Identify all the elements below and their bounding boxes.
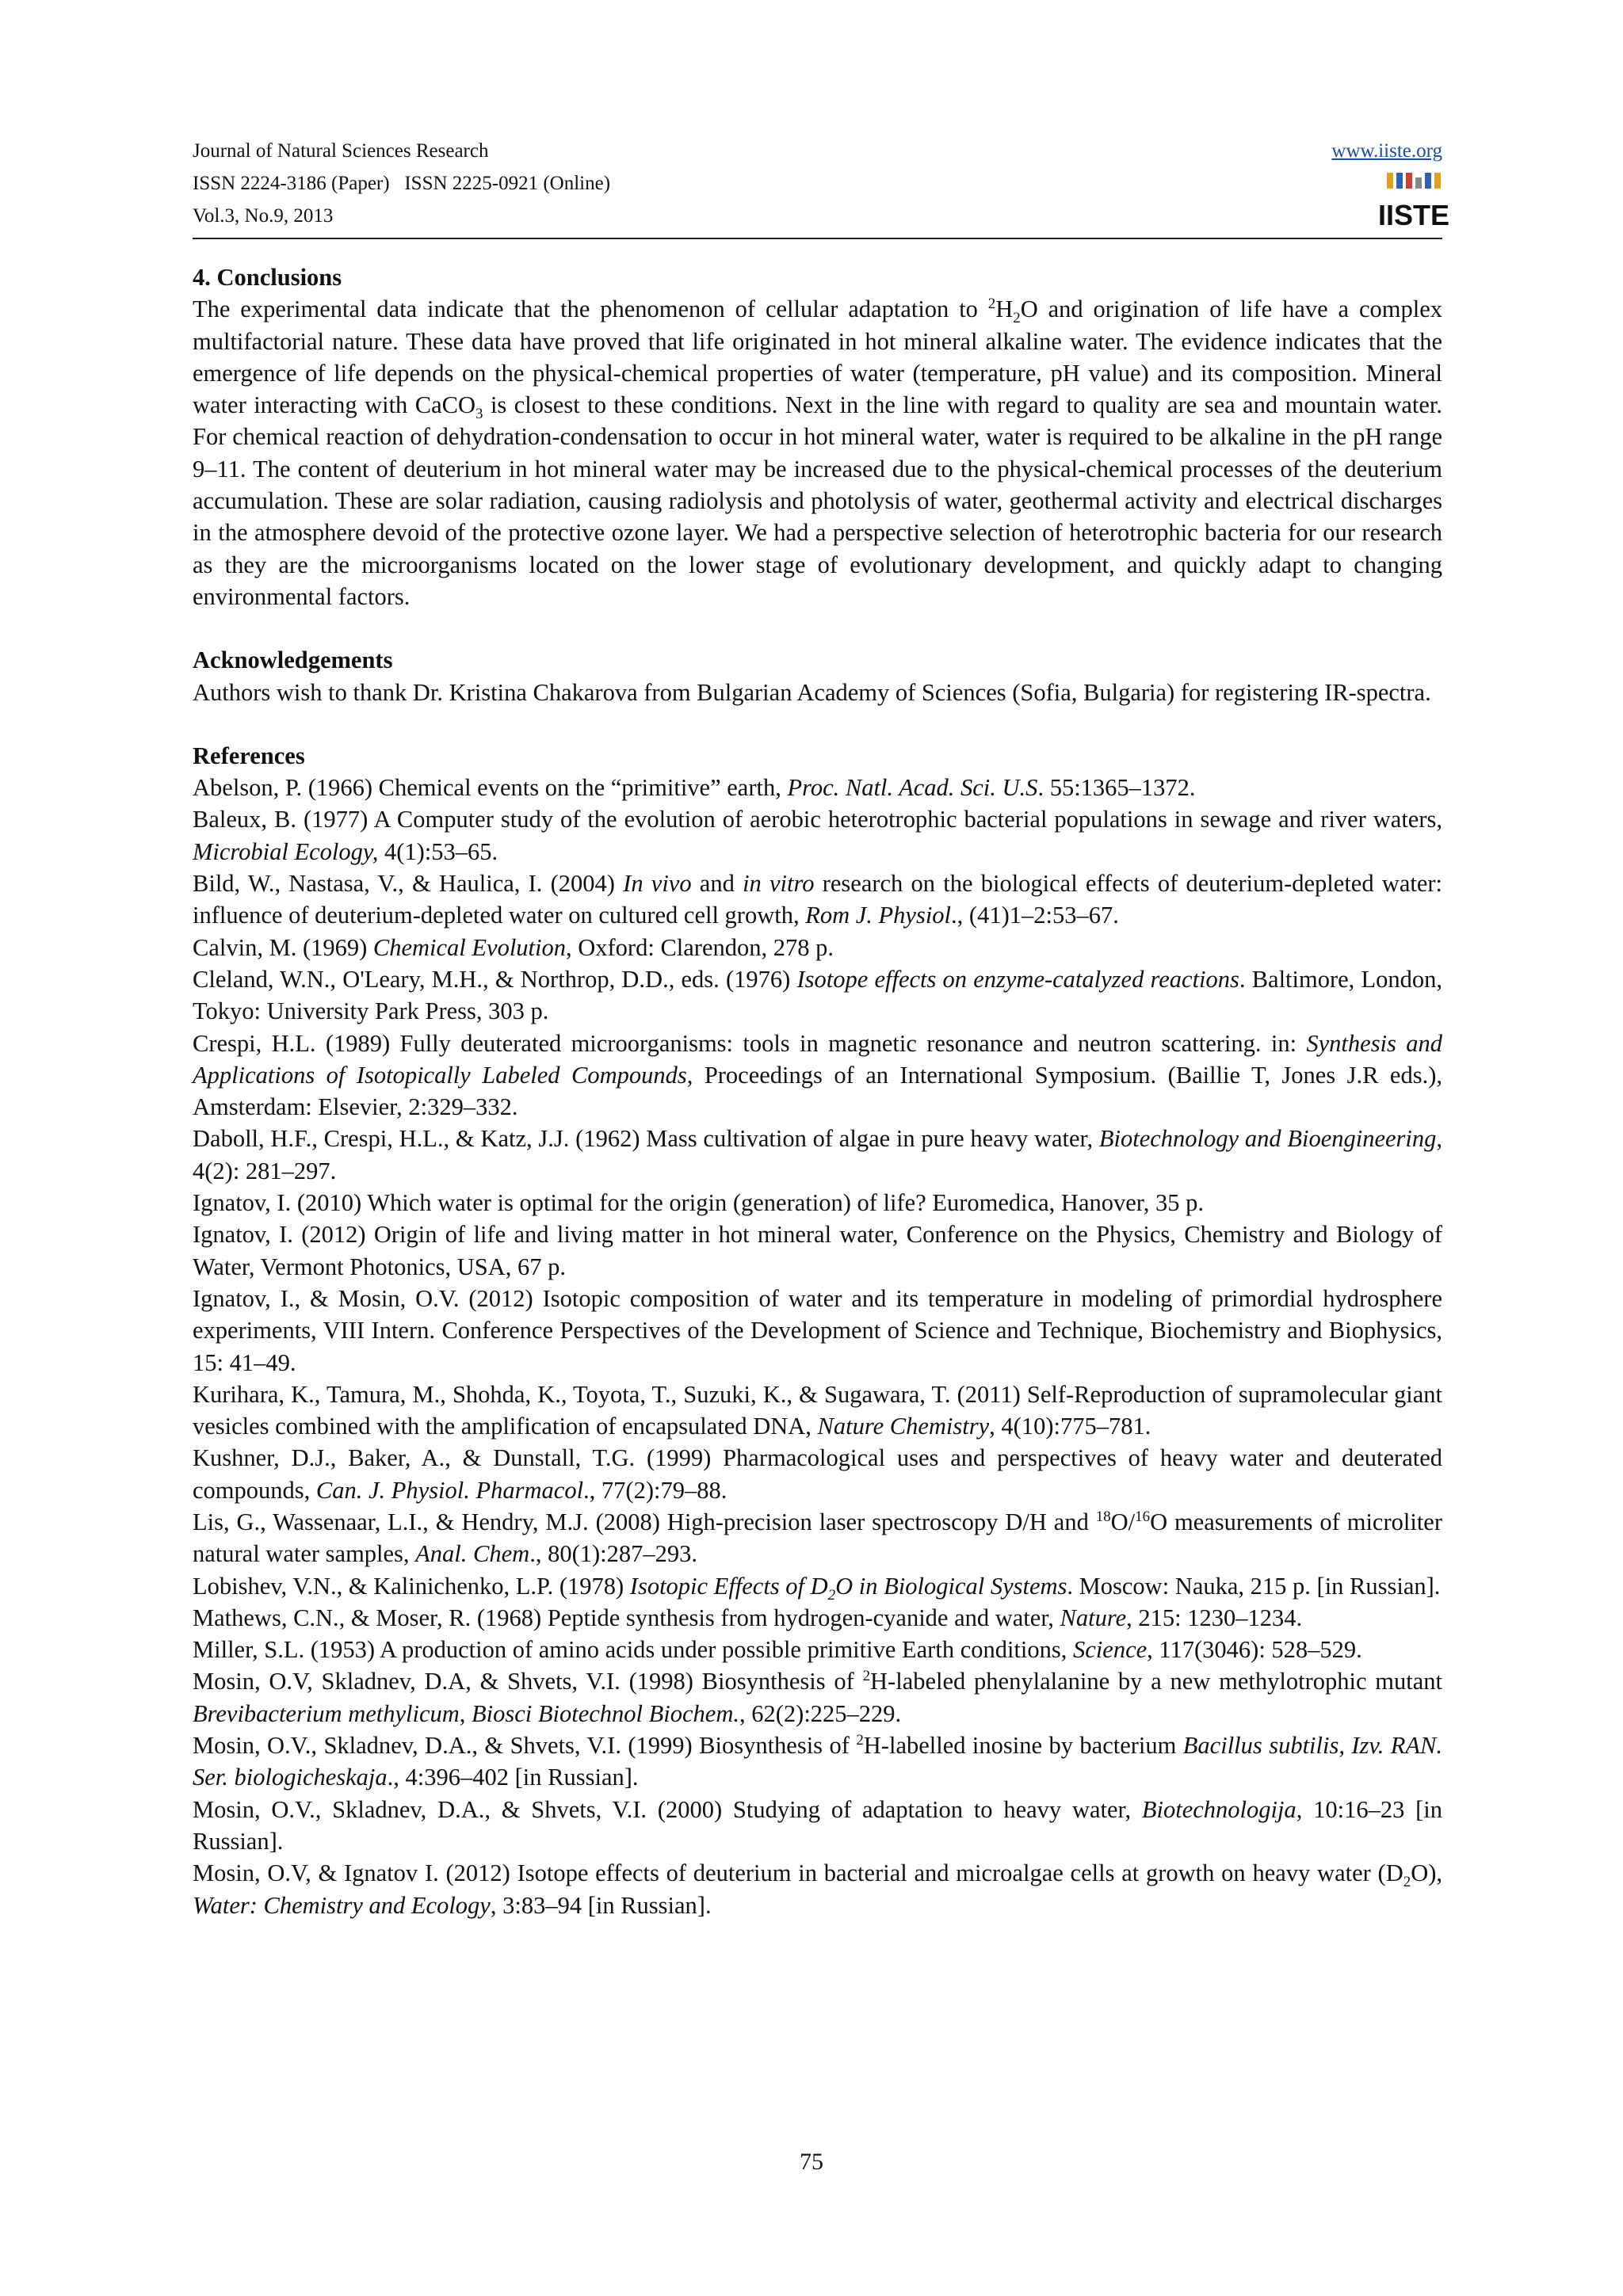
reference-item: Calvin, M. (1969) Chemical Evolution, Oxford: Clarendon, 278 p. (193, 933, 834, 961)
references-section (193, 740, 1442, 1921)
reference-item: Mosin, O.V, Skladnev, D.A, & Shvets, V.I. (1998) Biosynthesis of $^2$H-labeled phenylalanine by a new methylotrophic mutant Brevibacterium methylicum, Biosci Biotechnol Biochem., 62(2):225–229. (193, 1668, 1442, 1727)
reference-item: Abelson, P. (1966) Chemical events on the “primitive” earth, Proc. Natl. Acad. Sci. U.S. 55:1365–1372. (193, 774, 1196, 802)
reference-item: Kurihara, K., Tamura, M., Shohda, K., Toyota, T., Suzuki, K., & Sugawara, T. (2011) Self-Reproduction of supramolecular giant vesicles combined with the amplification of encapsulated DNA, Nature Chemistry, 4(10):775–781. (193, 1380, 1442, 1440)
reference-item: Crespi, H.L. (1989) Fully deuterated microorganisms: tools in magnetic resonance and neutron scattering. in: Synthesis and Applications of Isotopically Labeled Compounds, Proceedings of an International Symposium. (Baillie T, Jones J.R eds.), Amsterdam: Elsevier, 2:329–332. (193, 1029, 1442, 1121)
journal-volume: Vol.3, No.9, 2013 (193, 205, 334, 227)
journal-title: Journal of Natural Sciences Research (193, 140, 489, 162)
reference-item: Bild, W., Nastasa, V., & Haulica, I. (2004) In vivo and in vitro research on the biological effects of deuterium-depleted water: influence of deuterium-depleted water on cultured cell growth, Rom J. Physiol., (41)1–2:53–67. (193, 870, 1443, 929)
acknowledgements-section (193, 644, 1442, 708)
reference-item: Mosin, O.V., Skladnev, D.A., & Shvets, V.I. (2000) Studying of adaptation to heavy water, Biotechnologija, 10:16–23 [in Russian]. (193, 1795, 1442, 1855)
reference-item: Ignatov, I. (2012) Origin of life and living matter in hot mineral water, Conference on the Physics, Chemistry and Biology of Water, Vermont Photonics, USA, 67 p. (193, 1221, 1442, 1280)
reference-item: Cleland, W.N., O'Leary, M.H., & Northrop, D.D., eds. (1976) Isotope effects on enzyme-catalyzed reactions. Baltimore, London, Tokyo: University Park Press, 303 p. (193, 965, 1442, 1025)
reference-item: Kushner, D.J., Baker, A., & Dunstall, T.G. (1999) Pharmacological uses and perspectives of heavy water and deuterated compounds, Can. J. Physiol. Pharmacol., 77(2):79–88. (193, 1444, 1442, 1504)
acknowledgements-heading: Acknowledgements (193, 646, 393, 674)
reference-item: Ignatov, I., & Mosin, O.V. (2012) Isotopic composition of water and its temperature in modeling of primordial hydrosphere experiments, VIII Intern. Conference Perspectives of the Development of Science and Technique, Biochemistry and Biophysics, 15: 41–49. (193, 1284, 1442, 1376)
reference-item: Lis, G., Wassenaar, L.I., & Hendry, M.J. (2008) High-precision laser spectroscopy D/H and $^{18}$O/$^{16}$O measurements of microliter natural water samples, Anal. Chem., 80(1):287–293. (193, 1508, 1442, 1568)
reference-item: Mosin, O.V., Skladnev, D.A., & Shvets, V.I. (1999) Biosynthesis of $^2$H-labelled inosine by bacterium Bacillus subtilis, Izv. RAN. Ser. biologicheskaja., 4:396–402 [in Russian]. (193, 1731, 1442, 1791)
page-header (193, 135, 1450, 239)
references-list (193, 772, 1442, 1921)
reference-item: Ignatov, I. (2010) Which water is optimal for the origin (generation) of life? Euromedica, Hanover, 35 p. (193, 1189, 1204, 1217)
conclusions-heading: 4. Conclusions (193, 264, 342, 291)
main-content (193, 261, 1442, 1921)
website-link[interactable]: www.iiste.org (1331, 140, 1442, 162)
iiste-logo-icon (1377, 170, 1450, 231)
acknowledgements-paragraph: Authors wish to thank Dr. Kristina Chakarova from Bulgarian Academy of Sciences (Sofia, Bulgaria) for registering IR-spectra. (193, 678, 1431, 706)
reference-item: Mosin, O.V, & Ignatov I. (2012) Isotope effects of deuterium in bacterial and microalgae cells at growth on heavy water $(D_2O)$, Water: Chemistry and Ecology, 3:83–94 [in Russian]. (193, 1859, 1442, 1919)
reference-item: Mathews, C.N., & Moser, R. (1968) Peptide synthesis from hydrogen-cyanide and water, Nature, 215: 1230–1234. (193, 1604, 1303, 1631)
reference-item: Lobishev, V.N., & Kalinichenko, L.P. (1978) Isotopic Effects of $D_2O$ in Biological Systems. Moscow: Nauka, 215 p. [in Russian]. (193, 1572, 1441, 1604)
reference-item: Baleux, B. (1977) A Computer study of the evolution of aerobic heterotrophic bacterial populations in sewage and river waters, Microbial Ecology, 4(1):53–65. (193, 806, 1442, 865)
conclusions-paragraph: The experimental data indicate that the phenomenon of cellular adaptation to $^2H_2O$ and origination of life have a complex multifactorial nature. These data have proved that life originated in hot mineral alkaline water. The evidence indicates that the emergence of life depends on the physical-chemical properties of water (temperature, pH value) and its composition. Mineral water interacting with CaCO$_3$ is closest to these conditions. Next in the line with regard to quality are sea and mountain water. For chemical reaction of dehydration-condensation to occur in hot mineral water, water is required to be alkaline in the pH range 9–11. The content of deuterium in hot mineral water may be increased due to the physical-chemical processes of the deuterium accumulation. These are solar radiation, causing radiolysis and photolysis of water, geothermal activity and electrical discharges in the atmosphere devoid of the protective ozone layer. We had a perspective selection of heterotrophic bacteria for our research as they are the microorganisms located on the lower stage of evolutionary development, and quickly adapt to changing environmental factors. (193, 296, 1442, 610)
reference-item: Daboll, H.F., Crespi, H.L., & Katz, J.J. (1962) Mass cultivation of algae in pure heavy water, Biotechnology and Bioengineering, 4(2): 281–297. (193, 1125, 1443, 1184)
journal-issn: ISSN 2224-3186 (Paper) ISSN 2225-0921 (Online) (193, 173, 611, 194)
reference-item: Miller, S.L. (1953) A production of amino acids under possible primitive Earth conditions, Science, 117(3046): 528–529. (193, 1636, 1362, 1664)
references-heading: References (193, 742, 305, 769)
svg-text:IISTE: IISTE (1377, 199, 1450, 231)
conclusions-section (193, 261, 1442, 612)
journal-meta (193, 135, 610, 232)
page-number: 75 (800, 2149, 823, 2175)
